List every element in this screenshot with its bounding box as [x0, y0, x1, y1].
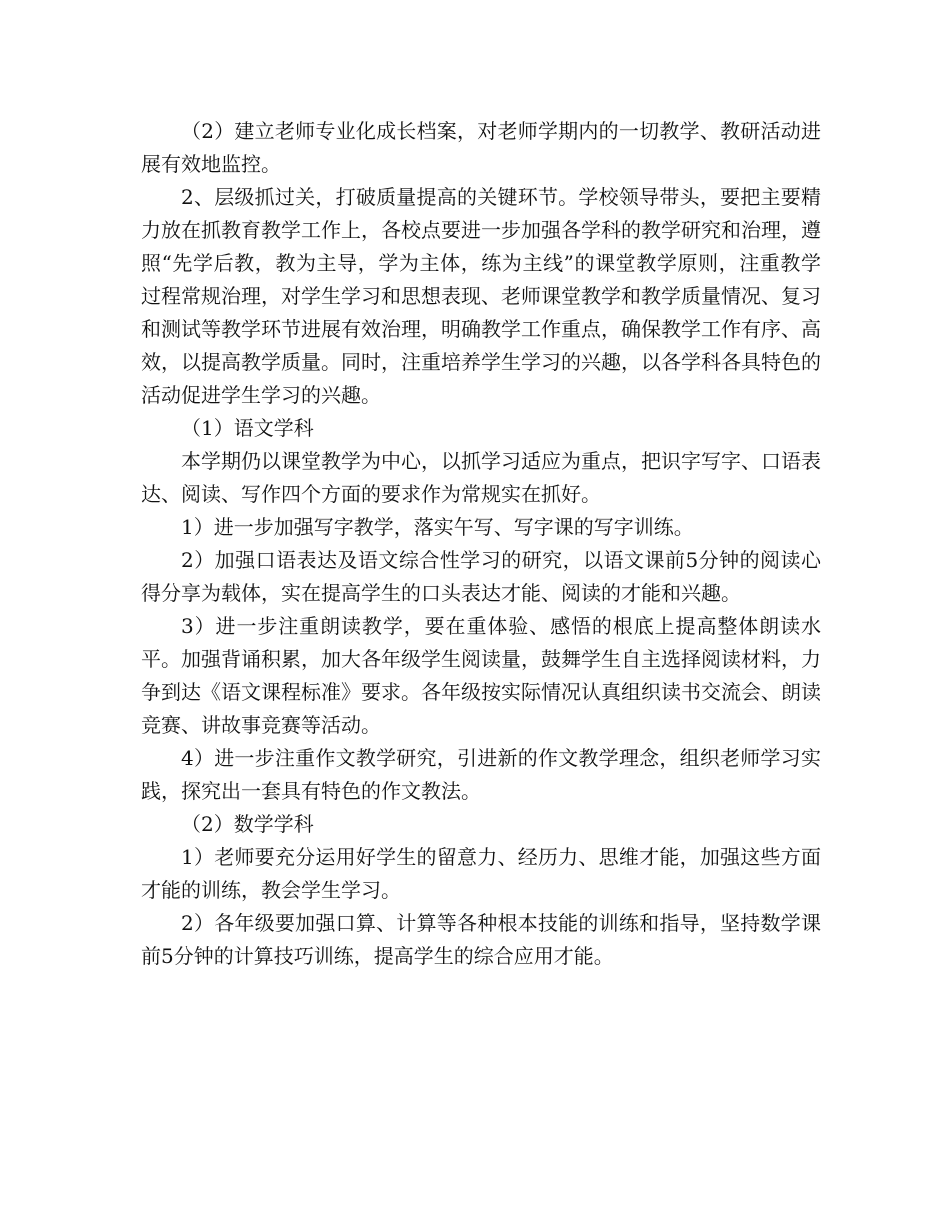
document-body [141, 115, 821, 973]
paragraph-teacher-growth-archive: （2）建立老师专业化成长档案，对老师学期内的一切教学、教研活动进展有效地监控。 [141, 119, 821, 176]
paragraph-chinese-item-1: 1）进一步加强写字教学，落实午写、写字课的写字训练。 [181, 515, 694, 539]
paragraph-chinese-overview: 本学期仍以课堂教学为中心，以抓学习适应为重点，把识字写字、口语表达、阅读、写作四个方面的要求作为常规实在抓好。 [141, 449, 821, 506]
paragraph-chinese-item-2: 2）加强口语表达及语文综合性学习的研究，以语文课前5分钟的阅读心得分享为载体，实在提高学生的口头表达才能、阅读的才能和兴趣。 [141, 548, 821, 605]
paragraph-math-item-1: 1）老师要充分运用好学生的留意力、经历力、思维才能，加强这些方面才能的训练，教会学生学习。 [141, 845, 821, 902]
paragraph-chinese-item-3: 3）进一步注重朗读教学，要在重体验、感悟的根底上提高整体朗读水平。加强背诵积累，加大各年级学生阅读量，鼓舞学生自主选择阅读材料，力争到达《语文课程标准》要求。各年级按实际情况认真组织读书交流会、朗读竞赛、讲故事竞赛等活动。 [141, 614, 821, 737]
heading-math-subject: （2）数学学科 [181, 812, 314, 836]
paragraph-level-checks: 2、层级抓过关，打破质量提高的关键环节。学校领导带头，要把主要精力放在抓教育教学工作上，各校点要进一步加强各学科的教学研究和治理，遵照“先学后教，教为主导，学为主体，练为主线”的课堂教学原则，注重教学过程常规治理，对学生学习和思想表现、老师课堂教学和教学质量情况、复习和测试等教学环节进展有效治理，明确教学工作重点，确保教学工作有序、高效，以提高教学质量。同时，注重培养学生学习的兴趣，以各学科各具特色的活动促进学生学习的兴趣。 [141, 185, 821, 407]
paragraph-math-item-2: 2）各年级要加强口算、计算等各种根本技能的训练和指导，坚持数学课前5分钟的计算技巧训练，提高学生的综合应用才能。 [141, 911, 821, 968]
heading-chinese-subject: （1）语文学科 [181, 416, 314, 440]
paragraph-chinese-item-4: 4）进一步注重作文教学研究，引进新的作文教学理念，组织老师学习实践，探究出一套具有特色的作文教法。 [141, 746, 821, 803]
